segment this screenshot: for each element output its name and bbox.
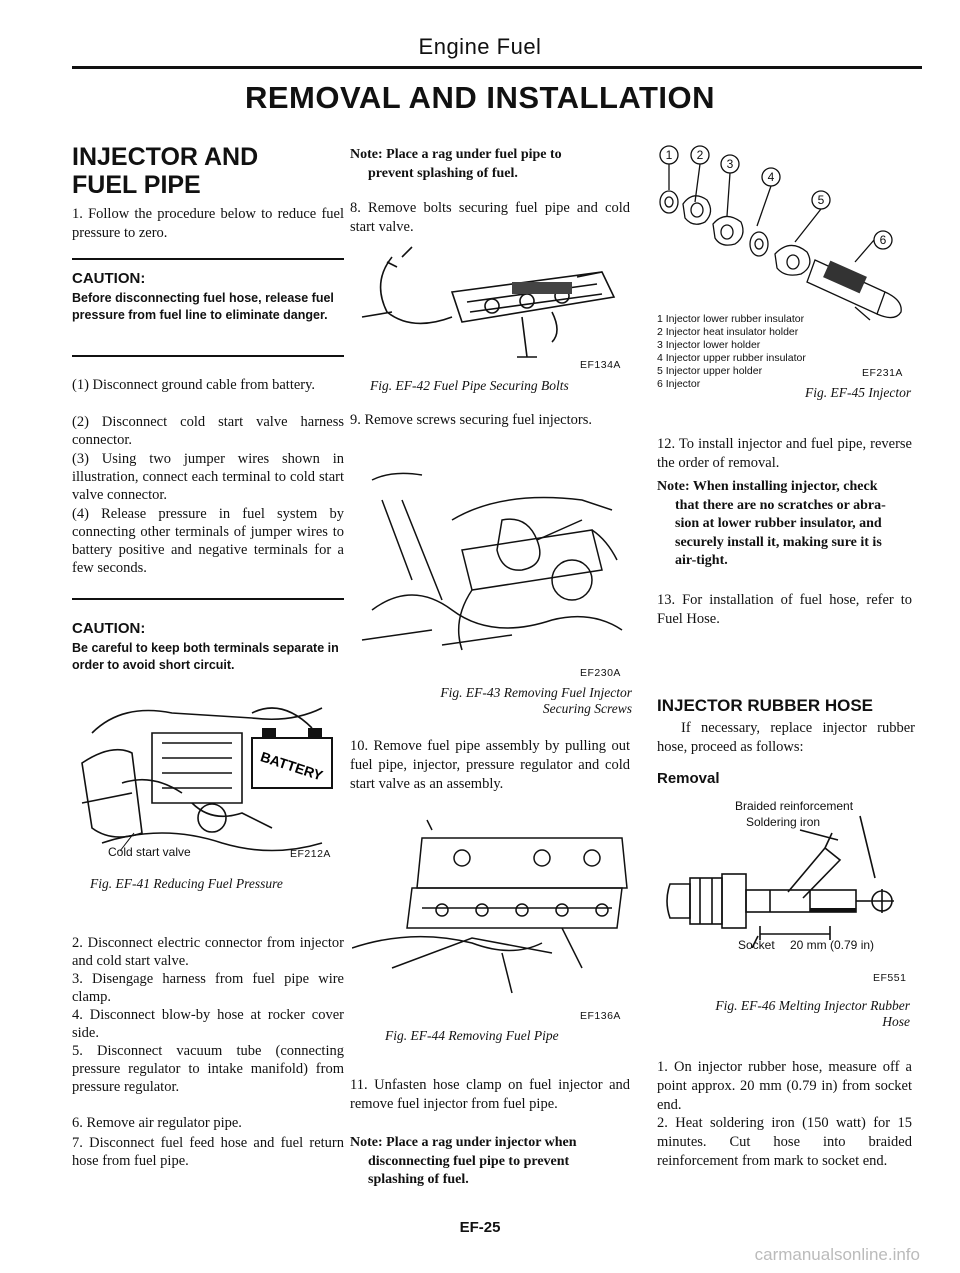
fig45-legend-item: 2 Injector heat insulator holder — [657, 326, 799, 338]
fuel-pipe-bolts-illustration — [352, 242, 634, 372]
note3-line4: securely install it, making sure it is — [675, 534, 882, 550]
note2-line3: splashing of fuel. — [368, 1172, 469, 1187]
fig46-caption — [680, 998, 910, 1030]
running-title: Engine Fuel — [418, 34, 542, 59]
step-r1: 1. On injector rubber hose, measure off a point approx. 20 mm (0.79 in) from socket end. — [657, 1059, 912, 1113]
fig45-callout-4: 4 — [767, 170, 775, 184]
fig45-callout-5: 5 — [817, 193, 825, 207]
section2-intro: If necessary, replace injector rubber hose, proceed as follows: — [657, 720, 915, 755]
figure-ef44 — [352, 818, 634, 1006]
note3-line2: that there are no scratches or abra- — [675, 497, 886, 513]
caution2-rule-top — [72, 598, 344, 600]
fig43-id: EF230A — [580, 667, 621, 679]
caution1-rule-bottom — [72, 355, 344, 357]
injector-exploded-illustration — [655, 142, 915, 327]
fig45-callout-1: 1 — [665, 148, 673, 162]
fig45-callout-6: 6 — [879, 233, 887, 247]
caution1-rule-top — [72, 258, 344, 260]
caution2-title: CAUTION: — [72, 620, 146, 637]
fig46-id: EF551 — [873, 972, 907, 984]
step-4: 4. Disconnect blow-by hose at rocker cover side. — [72, 1007, 344, 1041]
page-number: EF-25 — [459, 1219, 501, 1236]
figure-ef42 — [352, 242, 634, 372]
fig45-legend-item: 1 Injector lower rubber insulator — [657, 313, 805, 325]
caution1-body: Before disconnecting fuel hose, release fuel pressure from fuel line to eliminate danger. — [72, 291, 334, 322]
note3-line1: Note: When installing injector, check — [657, 479, 878, 494]
fig44-id: EF136A — [580, 1010, 621, 1022]
caution1-title: CAUTION: — [72, 270, 146, 287]
watermark: carmanualsonline.info — [754, 1245, 920, 1264]
fig41-id: EF212A — [290, 848, 331, 860]
section-title-injector-fuel-pipe — [72, 143, 258, 199]
step-8: 8. Remove bolts securing fuel pipe and cold start valve. — [350, 200, 630, 235]
fig45-legend-item: 5 Injector upper holder — [657, 365, 763, 377]
page-title: REMOVAL AND INSTALLATION — [244, 80, 716, 115]
removing-fuel-pipe-illustration — [352, 818, 634, 1006]
fig44-caption: Fig. EF-44 Removing Fuel Pipe — [385, 1028, 559, 1043]
note2-line1: Note: Place a rag under injector when — [350, 1135, 577, 1150]
figure-ef43 — [352, 460, 634, 660]
fig46-label-socket: Socket — [738, 938, 775, 952]
step-r2: 2. Heat soldering iron (150 watt) for 15 minutes. Cut hose into braided reinforcement from mark to socket end. — [657, 1115, 912, 1169]
fig45-caption: Fig. EF-45 Injector — [805, 385, 912, 400]
caution2-body: Be careful to keep both terminals separate in order to avoid short circuit. — [72, 641, 339, 672]
figure-ef45 — [655, 142, 915, 327]
fig45-id: EF231A — [862, 367, 903, 379]
note-3 — [657, 478, 917, 571]
section-title-line1: INJECTOR AND — [72, 143, 259, 171]
engine-battery-illustration — [72, 693, 344, 861]
note1-line1: Note: Place a rag under fuel pipe to — [350, 147, 562, 162]
fig46-caption-line2: Hose — [882, 1014, 910, 1029]
substep-2: (2) Disconnect cold start valve harness connector. — [72, 414, 344, 448]
section-title-line2: FUEL PIPE — [72, 171, 201, 199]
figure-ef41 — [72, 693, 344, 861]
section-title-injector-rubber-hose: INJECTOR RUBBER HOSE — [657, 696, 873, 715]
step-10: 10. Remove fuel pipe assembly by pulling out fuel pipe, injector, pressure regulator and cold start valve as an assembly. — [350, 738, 630, 792]
fig42-id: EF134A — [580, 359, 621, 371]
step-2: 2. Disconnect electric connector from injector and cold start valve. — [72, 935, 344, 969]
fig46-label-dim: 20 mm (0.79 in) — [790, 938, 875, 952]
step-3: 3. Disengage harness from fuel pipe wire clamp. — [72, 971, 344, 1005]
removing-injector-screws-illustration — [352, 460, 634, 660]
fig43-caption-line1: Fig. EF-43 Removing Fuel Injector — [440, 685, 632, 700]
note-2 — [350, 1134, 640, 1190]
removal-title: Removal — [657, 770, 720, 787]
fig46-caption-line1: Fig. EF-46 Melting Injector Rubber — [715, 998, 910, 1013]
note-1 — [350, 146, 640, 183]
fig42-caption: Fig. EF-42 Fuel Pipe Securing Bolts — [370, 378, 569, 393]
header-rule — [72, 66, 922, 69]
fig45-callout-3: 3 — [726, 157, 734, 171]
note3-line3: sion at lower rubber insulator, and — [675, 516, 882, 531]
fig41-label-cold-start-valve: Cold start valve — [108, 845, 191, 859]
step-9: 9. Remove screws securing fuel injectors. — [350, 412, 592, 428]
step-6: 6. Remove air regulator pipe. — [72, 1115, 242, 1131]
melting-rubber-hose-illustration — [660, 808, 915, 948]
substep-1: (1) Disconnect ground cable from battery. — [72, 377, 316, 393]
note3-line5: air-tight. — [675, 553, 728, 568]
note2-line2: disconnecting fuel pipe to prevent — [368, 1153, 570, 1169]
fig45-callout-2: 2 — [696, 148, 704, 162]
figure-ef46 — [660, 808, 915, 948]
substep-3: (3) Using two jumper wires shown in illustration, connect each terminal to cold start valve connector. — [72, 451, 344, 503]
note1-line2: prevent splashing of fuel. — [368, 165, 518, 181]
step-12: 12. To install injector and fuel pipe, reverse the order of removal. — [657, 436, 912, 471]
fig45-legend — [657, 313, 897, 391]
fig45-legend-item: 4 Injector upper rubber insulator — [657, 352, 806, 364]
fig41-caption: Fig. EF-41 Reducing Fuel Pressure — [90, 876, 283, 891]
step-5: 5. Disconnect vacuum tube (connecting pressure regulator to intake manifold) from pressure regulator. — [72, 1043, 344, 1095]
fig46-label-iron: Soldering iron — [746, 815, 821, 829]
step-13: 13. For installation of fuel hose, refer to Fuel Hose. — [657, 592, 912, 627]
fig46-label-braided: Braided reinforcement — [735, 799, 854, 813]
step-7: 7. Disconnect fuel feed hose and fuel return hose from fuel pipe. — [72, 1135, 344, 1169]
battery-text: BATTERY — [258, 748, 325, 784]
substep-4: (4) Release pressure in fuel system by connecting other terminals of jumper wires to battery positive and negative terminals for a few seconds. — [72, 506, 344, 576]
fig45-legend-item: 6 Injector — [657, 378, 701, 390]
fig45-legend-item: 3 Injector lower holder — [657, 339, 761, 351]
fig43-caption — [370, 685, 632, 717]
step-1: 1. Follow the procedure below to reduce fuel pressure to zero. — [72, 206, 344, 241]
fig43-caption-line2: Securing Screws — [542, 701, 632, 716]
step-11: 11. Unfasten hose clamp on fuel injector and remove fuel injector from fuel pipe. — [350, 1077, 630, 1112]
